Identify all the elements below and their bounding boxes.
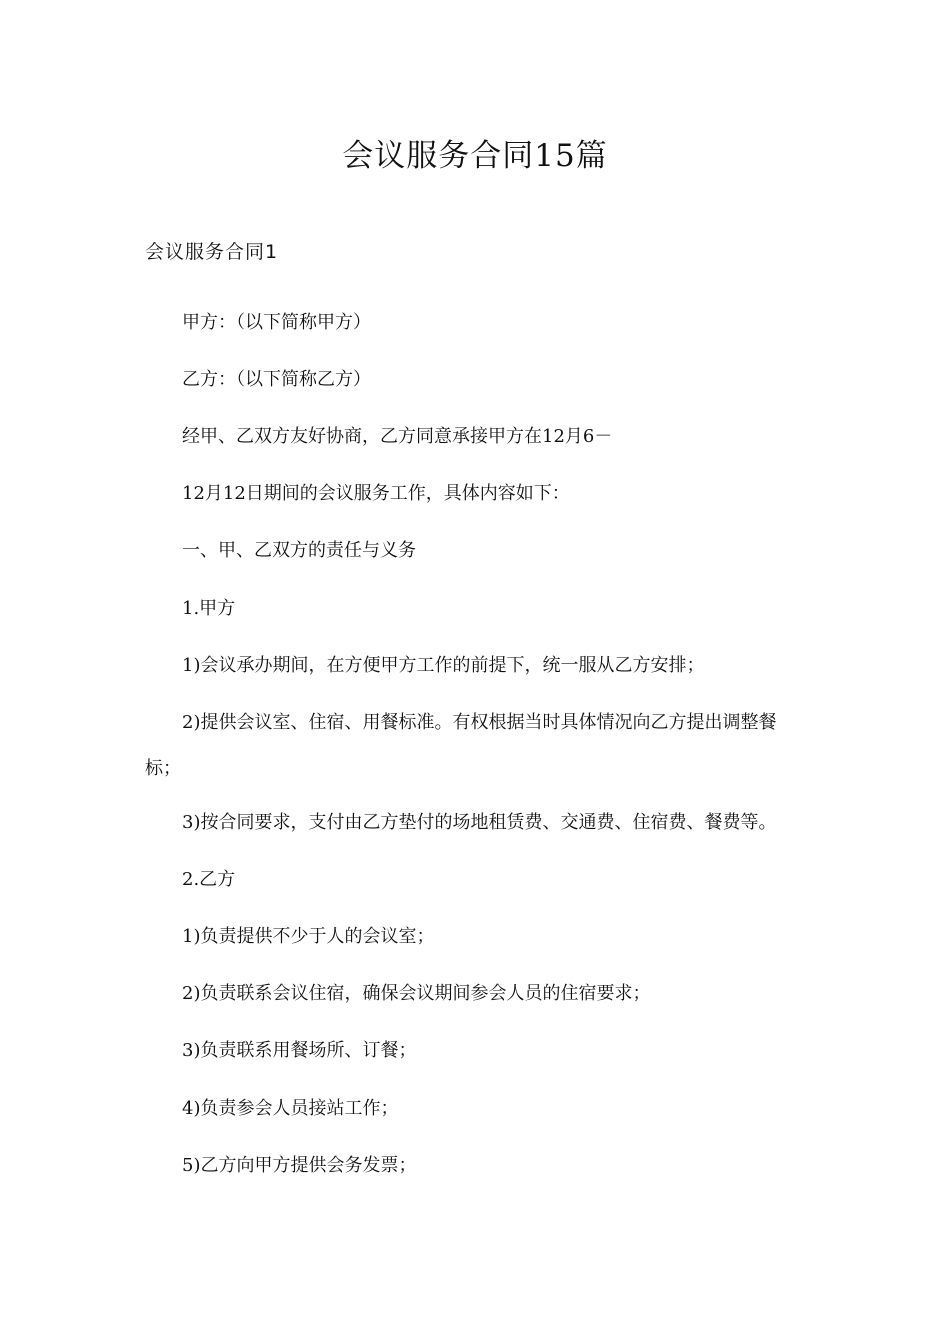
- paragraph-party-a-item-3: 3)按合同要求，支付由乙方垫付的场地租赁费、交通费、住宿费、餐费等。: [182, 812, 777, 833]
- paragraph-party-a-item-1: 1)会议承办期间，在方便甲方工作的前提下，统一服从乙方安排；: [182, 655, 705, 676]
- document-title: 会议服务合同15篇: [342, 138, 608, 174]
- paragraph-party-b: 乙方：（以下简称乙方）: [182, 369, 371, 390]
- paragraph-party-b-item-1: 1)负责提供不少于人的会议室；: [182, 926, 435, 947]
- paragraph-party-a-heading: 1.甲方: [182, 598, 236, 619]
- paragraph-intro: 经甲、乙双方友好协商，乙方同意承接甲方在12月6－: [182, 426, 613, 447]
- paragraph-party-a-item-2: 2)提供会议室、住宿、用餐标准。有权根据当时具体情况向乙方提出调整餐标；: [145, 712, 777, 779]
- paragraph-intro-cont: 12月12日期间的会议服务工作，具体内容如下：: [182, 483, 570, 504]
- section-heading: 会议服务合同1: [145, 241, 279, 263]
- paragraph-party-b-item-2: 2)负责联系会议住宿，确保会议期间参会人员的住宿要求；: [182, 983, 651, 1004]
- paragraph-clause-heading: 一、甲、乙双方的责任与义务: [182, 540, 416, 561]
- paragraph-party-a: 甲方：（以下简称甲方）: [182, 312, 371, 333]
- paragraph-party-b-item-4: 4)负责参会人员接站工作；: [182, 1098, 399, 1119]
- paragraph-party-b-item-3: 3)负责联系用餐场所、订餐；: [182, 1040, 417, 1061]
- paragraph-party-b-item-5: 5)乙方向甲方提供会务发票；: [182, 1155, 417, 1176]
- paragraph-party-b-heading: 2.乙方: [182, 869, 236, 890]
